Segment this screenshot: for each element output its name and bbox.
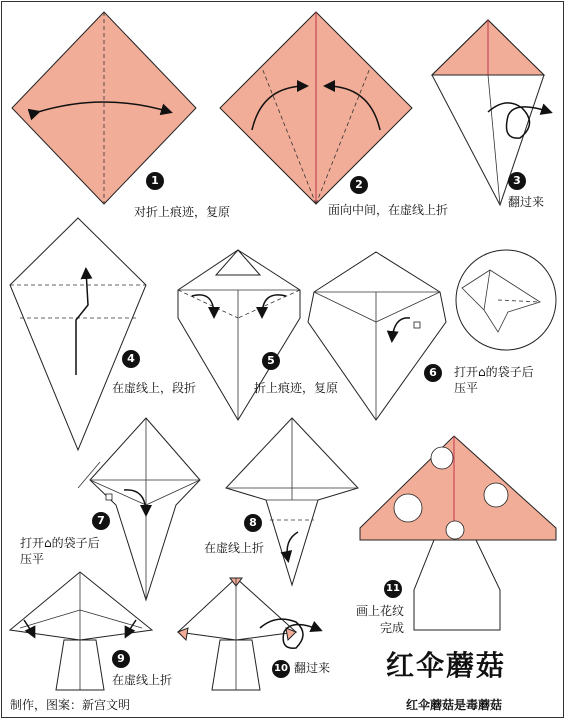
step-11-number: 11 — [384, 580, 402, 598]
step-3-figure — [432, 20, 550, 205]
step-10-caption: 翻过来 — [294, 661, 331, 675]
step-9-number: 9 — [112, 650, 130, 668]
step-9-caption: 在虚线上折 — [112, 673, 173, 687]
step-3-number: 3 — [508, 172, 526, 190]
step-7-figure — [78, 418, 200, 600]
step-2-figure — [220, 12, 412, 204]
step-7-caption-line1: 打开⌂的袋子后 — [20, 536, 100, 550]
step-4-caption: 在虚线上，段折 — [112, 381, 197, 395]
step-8-caption: 在虚线上折 — [204, 541, 265, 555]
page-subtitle: 红伞蘑菇是毒蘑菇 — [406, 698, 503, 712]
step-11-final-mushroom — [360, 436, 556, 630]
step-8-figure — [226, 418, 358, 585]
step-1-caption: 对折上痕迹，复原 — [134, 205, 231, 219]
step-6-number: 6 — [424, 364, 442, 382]
step-1-figure — [12, 12, 196, 204]
step-1-number: 1 — [146, 172, 164, 190]
step-8-number: 8 — [244, 514, 262, 532]
step-11-caption-line1: 画上花纹 — [356, 604, 405, 618]
page-title: 红伞蘑菇 — [386, 649, 507, 682]
step-7-number: 7 — [92, 512, 110, 530]
step-5-number: 5 — [262, 352, 280, 370]
step-6-caption-line1: 打开⌂的袋子后 — [454, 365, 534, 379]
step-10-number: 10 — [272, 660, 290, 678]
step-6-caption-line2: 压平 — [454, 381, 479, 395]
step-3-caption: 翻过来 — [508, 195, 545, 209]
step-2-caption: 面向中间，在虚线上折 — [328, 203, 449, 217]
step-4-figure — [10, 218, 146, 450]
step-5-caption: 折上痕迹，复原 — [254, 381, 339, 395]
credit-line: 制作，图案：新宫文明 — [10, 698, 131, 712]
step-7-caption-line2: 压平 — [20, 552, 45, 566]
step-6-zoom-detail — [456, 250, 556, 350]
step-11-caption-line2: 完成 — [380, 621, 405, 635]
step-4-number: 4 — [122, 350, 140, 368]
step-2-number: 2 — [350, 176, 368, 194]
